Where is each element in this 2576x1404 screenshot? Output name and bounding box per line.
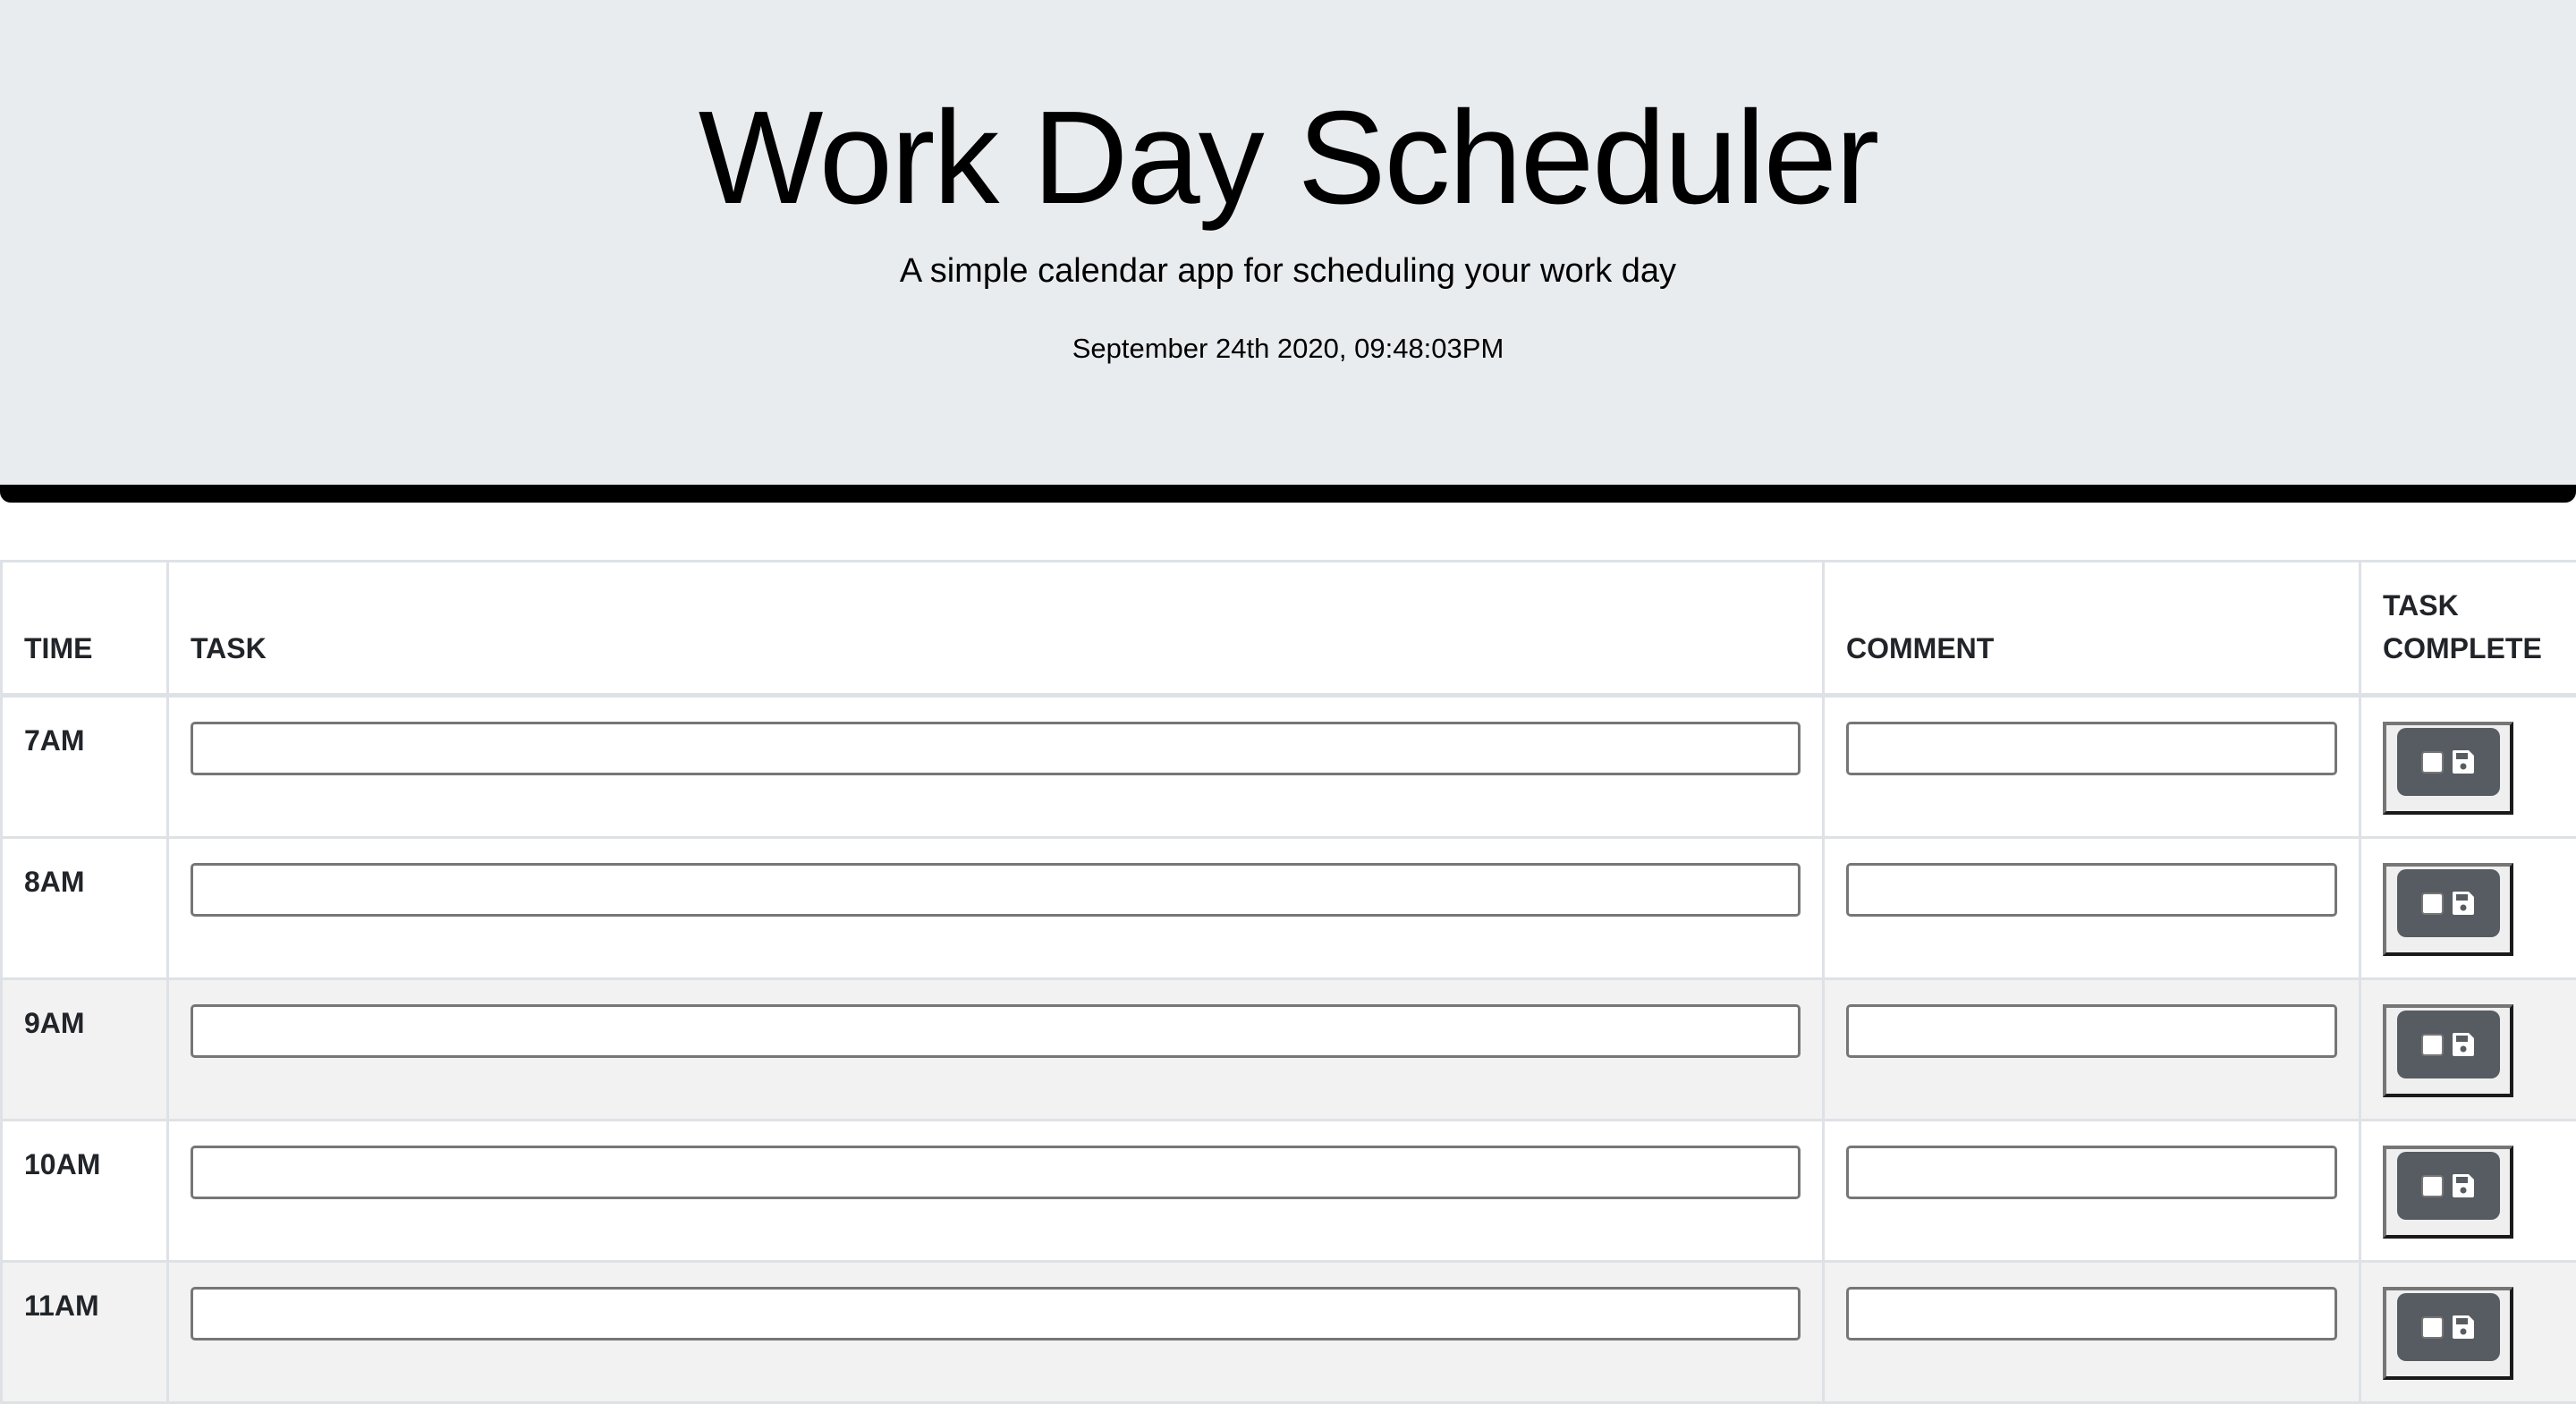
save-button-inner[interactable] [2397, 869, 2500, 937]
table-row-11am [2, 1262, 2576, 1403]
column-header-task: TASK [168, 562, 1824, 696]
save-button-inner[interactable] [2397, 1011, 2500, 1078]
table-row-9am [2, 979, 2576, 1121]
checkbox-icon[interactable] [2421, 1316, 2444, 1339]
save-button-inner[interactable] [2397, 1293, 2500, 1361]
task-input[interactable] [191, 1004, 1801, 1058]
save-icon [2451, 749, 2476, 774]
save-icon [2451, 1173, 2476, 1198]
save-task-button[interactable] [2383, 1004, 2513, 1097]
comment-input[interactable] [1846, 863, 2337, 917]
column-header-time: TIME [2, 562, 168, 696]
save-icon [2451, 1032, 2476, 1057]
page-title: Work Day Scheduler [0, 82, 2576, 234]
time-label: 10AM [24, 1148, 100, 1180]
task-input[interactable] [191, 1287, 1801, 1341]
schedule-table [0, 560, 2576, 1404]
time-label: 8AM [24, 866, 85, 898]
checkbox-icon[interactable] [2421, 1034, 2444, 1056]
checkbox-icon[interactable] [2421, 1175, 2444, 1197]
column-header-comment: COMMENT [1824, 562, 2360, 696]
save-button-inner[interactable] [2397, 1152, 2500, 1220]
schedule-table-container [0, 560, 2576, 1404]
save-task-button[interactable] [2383, 863, 2513, 956]
save-task-button[interactable] [2383, 1287, 2513, 1380]
comment-input[interactable] [1846, 1146, 2337, 1199]
time-label: 11AM [24, 1290, 99, 1322]
task-input[interactable] [191, 863, 1801, 917]
save-task-button[interactable] [2383, 722, 2513, 815]
comment-input[interactable] [1846, 1287, 2337, 1341]
page-subtitle: A simple calendar app for scheduling your work day [0, 249, 2576, 293]
table-row-8am [2, 838, 2576, 979]
time-label: 7AM [24, 724, 85, 757]
save-button-inner[interactable] [2397, 728, 2500, 796]
save-task-button[interactable] [2383, 1146, 2513, 1239]
save-icon [2451, 1315, 2476, 1340]
column-header-task-complete: TASK COMPLETE [2360, 562, 2576, 696]
comment-input[interactable] [1846, 722, 2337, 775]
comment-input[interactable] [1846, 1004, 2337, 1058]
task-input[interactable] [191, 722, 1801, 775]
table-header-row [2, 562, 2576, 696]
checkbox-icon[interactable] [2421, 892, 2444, 915]
save-icon [2451, 891, 2476, 916]
time-label: 9AM [24, 1007, 85, 1039]
current-datetime: September 24th 2020, 09:48:03PM [0, 331, 2576, 367]
checkbox-icon[interactable] [2421, 751, 2444, 774]
table-row-7am [2, 696, 2576, 838]
table-row-10am [2, 1121, 2576, 1262]
jumbotron-header [0, 0, 2576, 503]
task-input[interactable] [191, 1146, 1801, 1199]
